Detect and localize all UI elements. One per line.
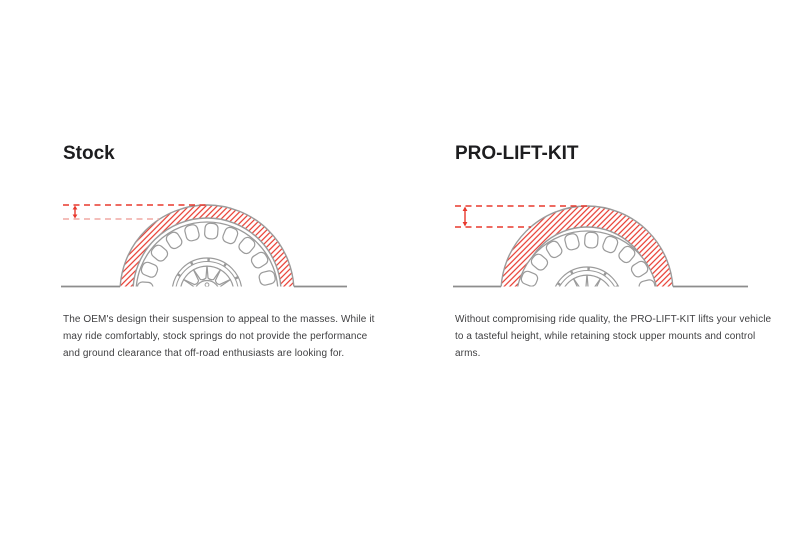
- pro-lift-kit-description-line: to a tasteful height, while retaining stock upper mounts and control: [455, 331, 756, 342]
- stock-description-line: may ride comfortably, stock springs do not provide the performance: [63, 331, 368, 342]
- pro-lift-kit-description-line: Without compromising ride quality, the PRO-LIFT-KIT lifts your vehicle: [455, 314, 772, 325]
- pro-lift-kit-wheel-illustration-icon: [445, 190, 785, 295]
- pro-lift-kit-description: [455, 311, 772, 362]
- stock-wheel-illustration-icon: [55, 190, 395, 295]
- pro-lift-kit-panel: [455, 0, 800, 534]
- stock-description-line: and ground clearance that off-road enthusiasts are looking for.: [63, 348, 345, 359]
- pro-lift-kit-description-line: arms.: [455, 348, 481, 359]
- pro-lift-kit-suspension-diagram: [445, 190, 785, 295]
- pro-lift-kit-title: PRO-LIFT-KIT: [455, 143, 579, 164]
- stock-title: Stock: [63, 143, 115, 164]
- stock-description-line: The OEM's design their suspension to appeal to the masses. While it: [63, 314, 375, 325]
- stock-description: [63, 311, 375, 362]
- stock-suspension-diagram: [55, 190, 395, 295]
- stock-panel: [63, 0, 408, 534]
